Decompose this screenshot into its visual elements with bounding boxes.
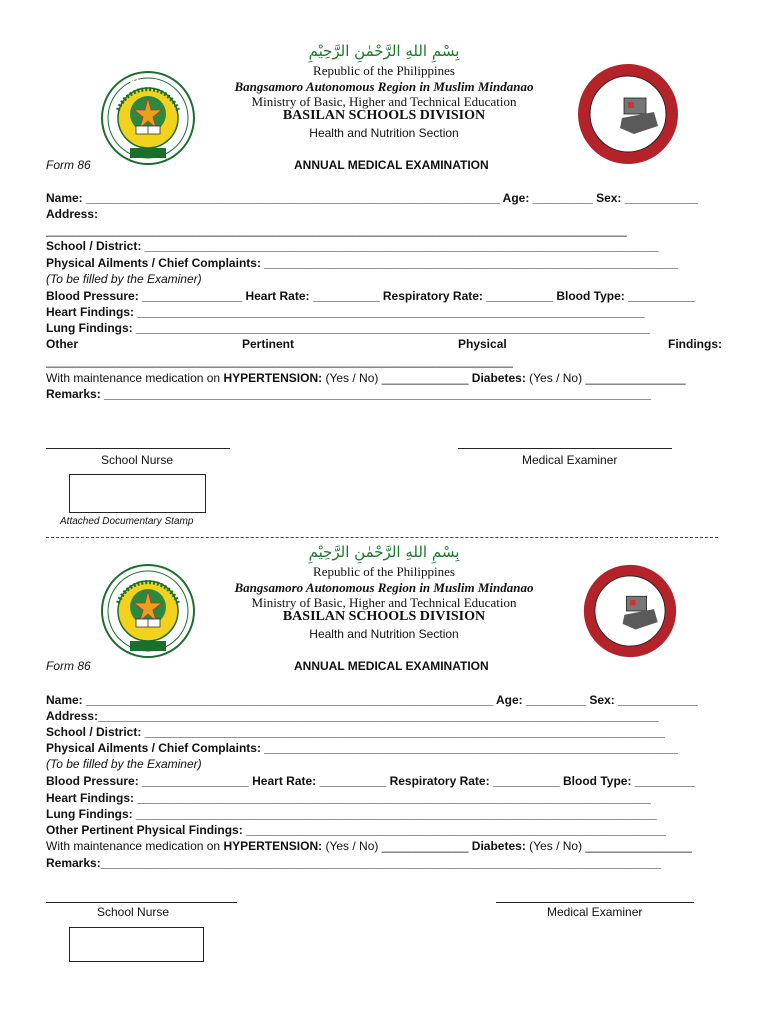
heart-findings-field[interactable]: Heart Findings: _____________________________________________________________________________ <box>46 791 652 805</box>
region-line: Bangsamoro Autonomous Region in Muslim Mindanao <box>234 580 534 595</box>
name-age-sex-field[interactable]: Name: ______________________________________________________________ Age: _________ Sex: ___________ <box>46 191 699 205</box>
examiner-signature-line[interactable] <box>496 902 694 903</box>
division-line: BASILAN SCHOOLS DIVISION <box>282 609 486 624</box>
address-field[interactable]: Address:____________________________________________________________________________________ <box>46 709 659 723</box>
vitals-field[interactable]: Blood Pressure: ________________ Heart Rate: __________ Respiratory Rate: __________ Blood Type: _________ <box>46 774 695 788</box>
other-findings-line[interactable]: ______________________________________________________________________ <box>46 354 514 368</box>
documentary-stamp-box[interactable] <box>69 927 204 962</box>
lung-findings-field[interactable]: Lung Findings: ______________________________________________________________________________ <box>46 807 657 821</box>
maintenance-prefix: With maintenance medication on <box>46 371 224 385</box>
diabetes-label: Diabetes: <box>471 839 526 853</box>
address-label[interactable]: Address: <box>46 207 99 221</box>
diabetes-options[interactable]: (Yes / No) ________________ <box>525 839 693 853</box>
remarks-field[interactable]: Remarks: __________________________________________________________________________________ <box>46 387 652 401</box>
hypertension-label: HYPERTENSION: <box>223 839 323 853</box>
medical-examiner-label: Medical Examiner <box>547 905 643 919</box>
region-line: Bangsamoro Autonomous Region in Muslim Mindanao <box>234 79 534 94</box>
school-district-field[interactable]: School / District: _____________________________________________________________________________ <box>46 239 659 253</box>
other-findings-word-2: Pertinent <box>242 337 295 351</box>
section-line: Health and Nutrition Section <box>309 126 459 140</box>
other-findings-word-1: Other <box>46 337 79 351</box>
examiner-note: (To be filled by the Examiner) <box>46 272 202 286</box>
vitals-field[interactable]: Blood Pressure: _______________ Heart Rate: __________ Respiratory Rate: __________ Blood Type: __________ <box>46 289 695 303</box>
form-title: ANNUAL MEDICAL EXAMINATION <box>294 158 489 172</box>
other-findings-field[interactable]: Other Pertinent Physical Findings: _______________________________________________________________ <box>46 823 667 837</box>
republic-line: Republic of the Philippines <box>313 63 455 78</box>
lung-findings-field[interactable]: Lung Findings: _____________________________________________________________________________ <box>46 321 650 335</box>
form-title: ANNUAL MEDICAL EXAMINATION <box>294 659 489 673</box>
other-findings-word-3: Physical <box>458 337 507 351</box>
nurse-signature-line[interactable] <box>46 448 230 449</box>
maintenance-medication-field[interactable] <box>46 371 686 385</box>
division-line: BASILAN SCHOOLS DIVISION <box>282 108 486 123</box>
ailments-field[interactable]: Physical Ailments / Chief Complaints: ______________________________________________________________ <box>46 256 679 270</box>
ministry-line: Ministry of Basic, Higher and Technical Education <box>251 595 517 610</box>
medical-examiner-label: Medical Examiner <box>522 453 618 467</box>
documentary-stamp-box[interactable] <box>69 474 206 513</box>
address-continuation-line[interactable]: _______________________________________________________________________________________ <box>46 223 627 237</box>
school-nurse-label: School Nurse <box>97 905 170 919</box>
ailments-field[interactable]: Physical Ailments / Chief Complaints: ______________________________________________________________ <box>46 741 679 755</box>
cut-line <box>46 537 718 538</box>
school-nurse-label: School Nurse <box>101 453 174 467</box>
heart-findings-field[interactable]: Heart Findings: ____________________________________________________________________________ <box>46 305 645 319</box>
hypertension-options[interactable]: (Yes / No) _____________ <box>322 371 472 385</box>
left-seal-label: BARMM <box>130 79 157 86</box>
diabetes-label: Diabetes: <box>471 371 526 385</box>
examiner-note: (To be filled by the Examiner) <box>46 757 202 771</box>
maintenance-medication-field[interactable] <box>46 839 692 853</box>
form-number: Form 86 <box>46 158 91 172</box>
ministry-line: Ministry of Basic, Higher and Technical Education <box>251 94 517 109</box>
diabetes-options[interactable]: (Yes / No) _______________ <box>525 371 686 385</box>
hypertension-label: HYPERTENSION: <box>223 371 323 385</box>
other-findings-word-4: Findings: <box>668 337 722 351</box>
documentary-stamp-label: Attached Documentary Stamp <box>60 516 194 527</box>
form-number: Form 86 <box>46 659 91 673</box>
basmala-calligraphy: بِسْمِ اللهِ الرَّحْمٰنِ الرَّحِيْمِ <box>308 543 460 561</box>
republic-line: Republic of the Philippines <box>313 564 455 579</box>
basmala-calligraphy: بِسْمِ اللهِ الرَّحْمٰنِ الرَّحِيْمِ <box>308 42 460 60</box>
school-district-field[interactable]: School / District: ______________________________________________________________________________ <box>46 725 666 739</box>
nurse-signature-line[interactable] <box>46 902 237 903</box>
examiner-signature-line[interactable] <box>458 448 672 449</box>
maintenance-prefix: With maintenance medication on <box>46 839 224 853</box>
remarks-field[interactable]: Remarks:____________________________________________________________________________________ <box>46 856 662 870</box>
name-age-sex-field[interactable]: Name: _____________________________________________________________ Age: _________ Sex: ____________ <box>46 693 699 707</box>
hypertension-options[interactable]: (Yes / No) _____________ <box>322 839 472 853</box>
section-line: Health and Nutrition Section <box>309 627 459 641</box>
